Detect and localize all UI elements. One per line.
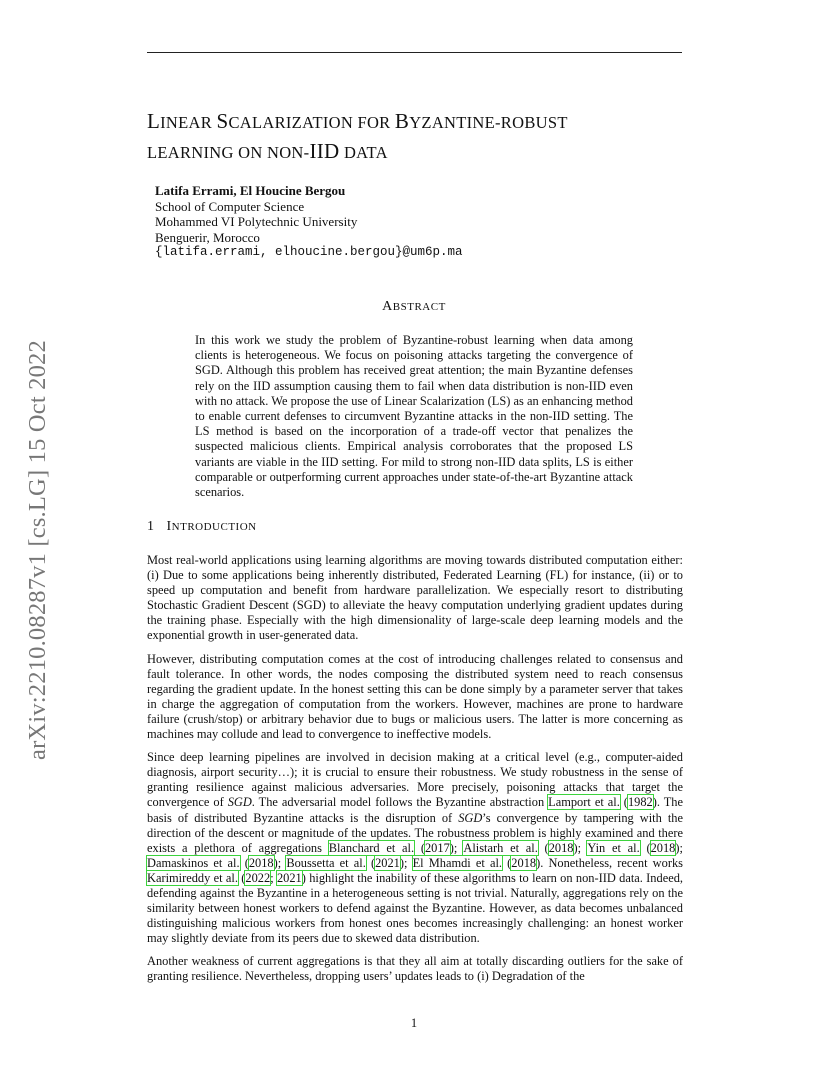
- math-sgd: SGD: [227, 795, 252, 810]
- citation-year-link[interactable]: 2018: [650, 840, 676, 855]
- math-sgd: SGD: [458, 810, 483, 825]
- paragraph-2: However, distributing computation comes at the cost of introducing challenges related to consensus and fault tolerance. In other words, the nodes composing the distributed system need to reach consensus regarding the gradient update. In the honest setting this can be done simply by a parameter server that takes in charge the aggregation of computation from the workers. However, machines are prone to hardware failure (crush/stop) or arbitrary behavior due to bugs or malicious users. The latter is more concerning as machines may collude and lead to convergence to ineffective models.: [147, 651, 683, 742]
- affiliation-location: Benguerir, Morocco: [155, 229, 260, 245]
- introduction-body: [147, 553, 683, 993]
- citation-year-link[interactable]: 2017: [424, 840, 450, 855]
- top-rule: [147, 52, 682, 53]
- citation-year-link[interactable]: 1982: [627, 795, 653, 810]
- abstract-heading: ABSTRACT: [382, 299, 446, 314]
- citation-link[interactable]: Boussetta et al.: [286, 855, 366, 870]
- citation-link[interactable]: Alistarh et al.: [463, 840, 538, 855]
- section-heading-introduction: 1 INTRODUCTION: [147, 519, 257, 534]
- citation-link[interactable]: Karimireddy et al.: [147, 870, 238, 885]
- paragraph-3: Since deep learning pipelines are involved in decision making at a critical level (e.g., computer-aided diagnosis, airport security…); it is crucial to ensure their robustness. We study robustness in the sense of granting resilience against malicious adversaries. More precisely, poisoning attacks that target the convergence of SGD. The adversarial model follows the Byzantine abstraction Lamport et al. (1982). The basis of distributed Byzantine attacks is the disruption of SGD’s convergence by tampering with the direction of the descent or magnitude of the updates. The robustness problem is highly examined and there exists a plethora of aggregations Blanchard et al. (2017); Alistarh et al. (2018); Yin et al. (2018); Damaskinos et al. (2018); Boussetta et al. (2021); El Mhamdi et al. (2018). Nonetheless, recent works Karimireddy et al. (2022; 2021) highlight the inability of these algorithms to learn on non-IID data. Indeed, defending against the Byzantine in a heterogeneous setting is not trivial. Naturally, aggregations rely on the similarity between honest workers to defend against the Byzantine. However, as data becomes unbalanced distinguishing malicious workers from honest ones becomes increasingly challenging: an honest worker may slightly deviate from its peers due to skewed data distribution.: [147, 750, 683, 946]
- author-names: Latifa Errami, El Houcine Bergou: [155, 183, 346, 198]
- citation-year-link[interactable]: 2021: [375, 855, 400, 870]
- page-number: 1: [410, 1016, 418, 1030]
- citation-link[interactable]: Damaskinos et al.: [147, 855, 240, 870]
- citation-link[interactable]: Yin et al.: [587, 840, 640, 855]
- paragraph-4: Another weakness of current aggregations is that they all aim at totally discarding outliers for the sake of granting resilience. Nevertheless, dropping users’ updates leads to (i) Degradation of the: [147, 954, 683, 984]
- citation-year-link[interactable]: 2018: [548, 840, 574, 855]
- author-email: {latifa.errami, elhoucine.bergou}@um6p.ma: [155, 245, 463, 259]
- abstract-text: In this work we study the problem of Byzantine-robust learning when data among clients is heterogeneous. We focus on poisoning attacks targeting the convergence of SGD. Although this problem has received great attention; the main Byzantine defenses rely on the IID assumption causing them to fail when data distribution is non-IID even with no attack. We propose the use of Linear Scalarization (LS) as an enhancing method to enable current defenses to circumvent Byzantine attacks in the non-IID setting. The LS method is based on the incorporation of a trade-off vector that penalizes the suspected malicious clients. Empirical analysis corroborates that the proposed LS variants are viable in the IID setting. For mild to strong non-IID data splits, LS is either comparable or outperforming current approaches under state-of-the-art Byzantine attack scenarios.: [195, 333, 633, 500]
- citation-year-link[interactable]: 2018: [248, 855, 274, 870]
- paper-title: LINEAR SCALARIZATION FOR BYZANTINE-ROBUST LEARNING ON NON-IID DATA: [147, 109, 568, 163]
- citation-link[interactable]: Lamport et al.: [548, 795, 620, 810]
- citation-link[interactable]: Blanchard et al.: [328, 840, 415, 855]
- citation-year-link[interactable]: 2018: [511, 855, 537, 870]
- author-block: [155, 183, 463, 261]
- paragraph-1: Most real-world applications using learning algorithms are moving towards distributed computation either: (i) Due to some applications being inherently distributed, Federated Learning (FL) for instance, (ii) or to speed up computation and benefit from hardware parallelization. We especially resort to distributing Stochastic Gradient Descent (SGD) to alleviate the heavy computation underlying gradient updates during the training phase. Especially with the high dimensionality of large-scale deep learning models and the exponential growth in user-generated data.: [147, 553, 683, 643]
- affiliation-school: School of Computer Science: [155, 198, 305, 214]
- arxiv-identifier: arXiv:2210.08287v1 [cs.LG] 15 Oct 2022: [24, 340, 51, 760]
- affiliation-university: Mohammed VI Polytechnic University: [155, 214, 358, 229]
- citation-link[interactable]: El Mhamdi et al.: [412, 855, 503, 870]
- citation-year-link[interactable]: 2021: [276, 870, 302, 885]
- citation-year-link[interactable]: 2022: [245, 870, 271, 885]
